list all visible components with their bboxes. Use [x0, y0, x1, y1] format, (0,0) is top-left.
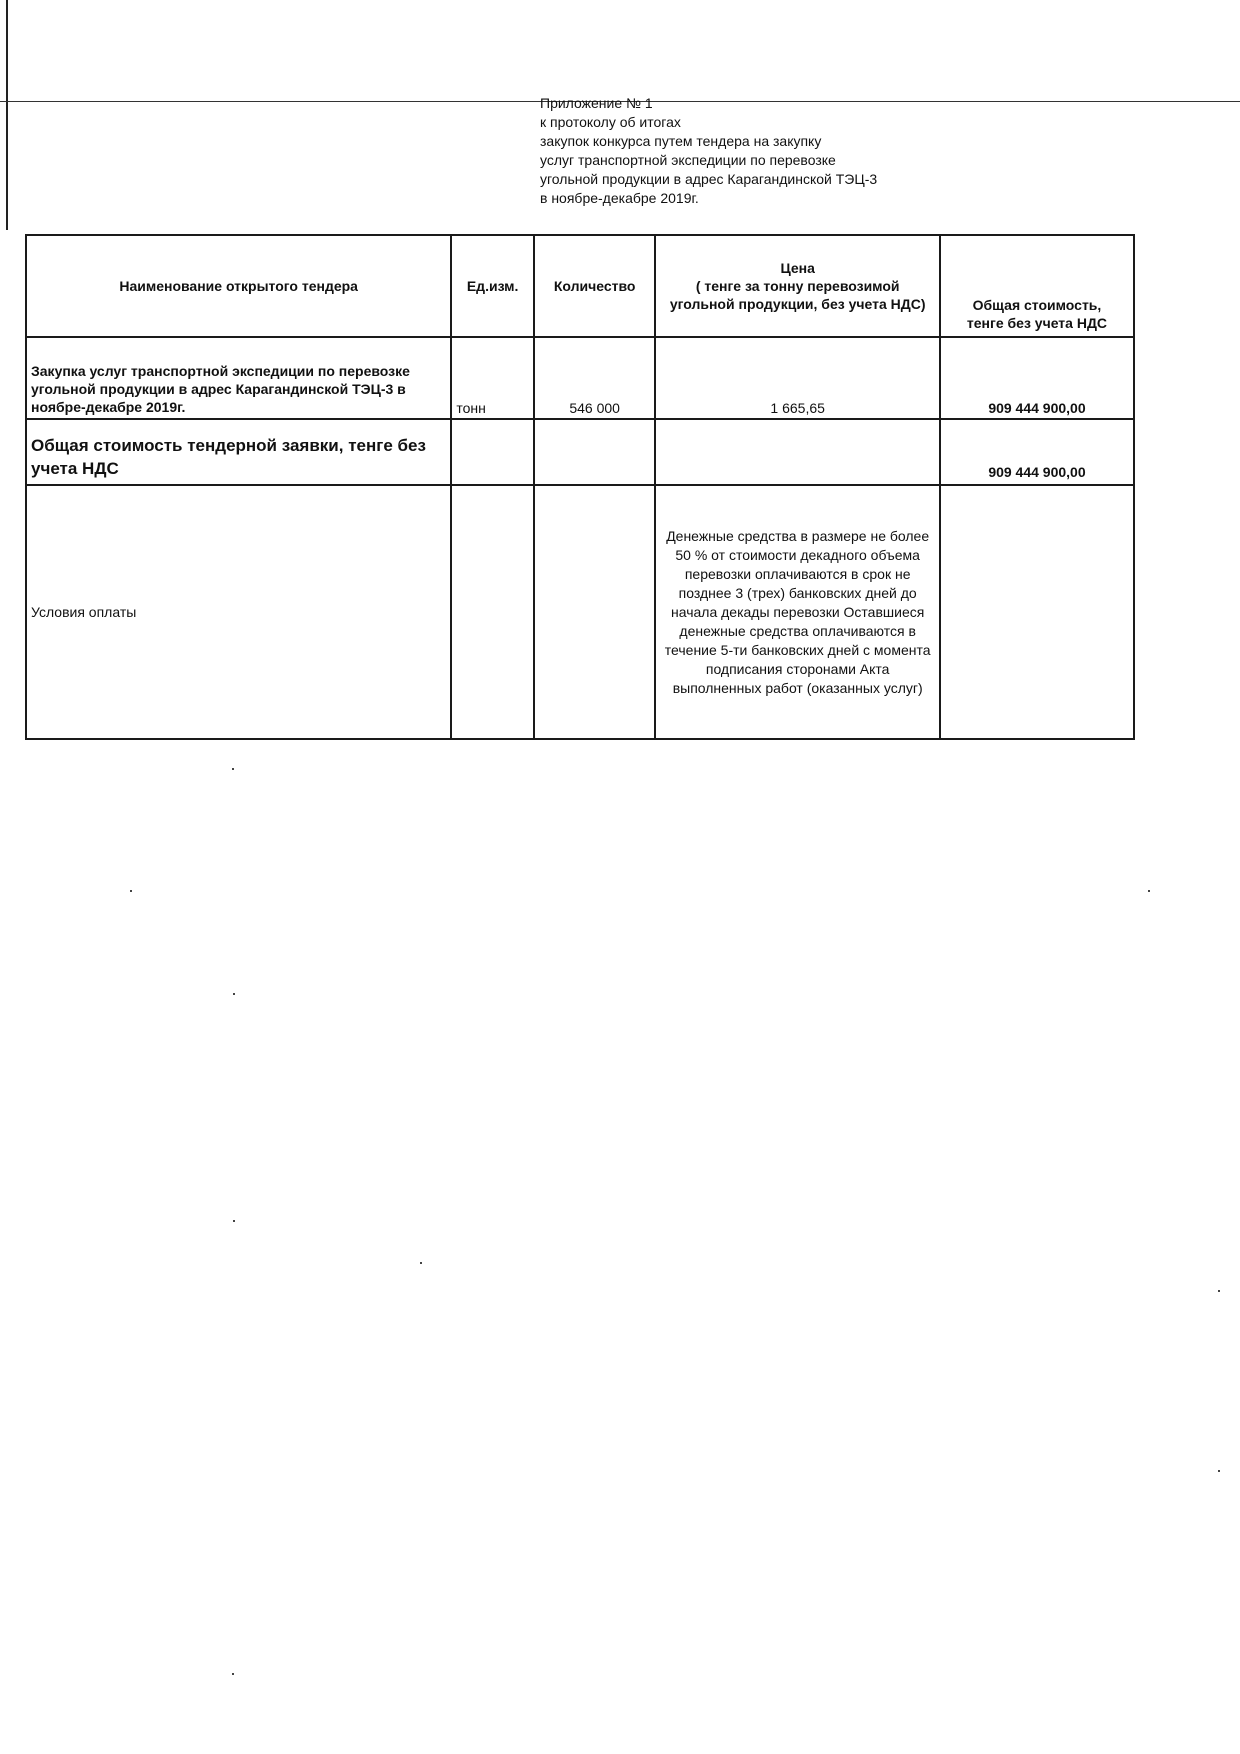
scan-speck	[233, 1220, 235, 1222]
scan-speck	[232, 768, 234, 770]
item-name-cell: Закупка услуг транспортной экспедиции по перевозке угольной продукции в адрес Карагандинской ТЭЦ-3 в ноябре-декабре 2019г.	[26, 337, 451, 419]
payment-empty-total	[940, 485, 1134, 739]
scan-speck	[1218, 1290, 1220, 1292]
summary-label-cell: Общая стоимость тендерной заявки, тенге без учета НДС	[26, 419, 451, 485]
summary-total-cell: 909 444 900,00	[940, 419, 1134, 485]
appendix-heading	[540, 94, 960, 208]
header-price-sub1: ( тенге за тонну перевозимой	[695, 278, 900, 294]
tender-table	[25, 234, 1135, 740]
header-tender-name: Наименование открытого тендера	[26, 235, 451, 337]
appendix-line-2: к протоколу об итогах	[540, 114, 681, 130]
header-quantity: Количество	[534, 235, 655, 337]
payment-label-cell: Условия оплаты	[26, 485, 451, 739]
table-row-item	[26, 337, 1134, 419]
scan-speck	[1148, 890, 1150, 892]
scan-speck	[233, 993, 235, 995]
payment-empty-unit	[451, 485, 534, 739]
header-price-title: Цена	[780, 260, 815, 276]
table-row-summary	[26, 419, 1134, 485]
table-header-row	[26, 235, 1134, 337]
item-price-cell: 1 665,65	[655, 337, 940, 419]
appendix-line-3: закупок конкурса путем тендера на закупку	[540, 133, 822, 149]
summary-empty-unit	[451, 419, 534, 485]
item-unit-cell: тонн	[451, 337, 534, 419]
payment-terms-cell: Денежные средства в размере не более 50 % от стоимости декадного объема перевозки оплачиваются в срок не позднее 3 (трех) банковских дней до начала декады перевозки Оставшиеся денежные средства оплачиваются в течение 5-ти банковских дней с момента подписания сторонами Акта выполненных работ (оказанных услуг)	[655, 485, 940, 739]
appendix-line-5: угольной продукции в адрес Карагандинской ТЭЦ-3	[540, 171, 878, 187]
scan-speck	[130, 890, 132, 892]
item-quantity-cell: 546 000	[534, 337, 655, 419]
table-row-payment	[26, 485, 1134, 739]
scan-speck	[1218, 1470, 1220, 1472]
payment-empty-quantity	[534, 485, 655, 739]
header-total-line2: тенге без учета НДС	[966, 315, 1108, 331]
appendix-line-6: в ноябре-декабре 2019г.	[540, 190, 699, 206]
scan-edge-left	[6, 0, 8, 230]
scan-speck	[420, 1262, 422, 1264]
header-total	[940, 235, 1134, 337]
summary-empty-price	[655, 419, 940, 485]
header-price-sub2: угольной продукции, без учета НДС)	[669, 296, 926, 312]
header-unit: Ед.изм.	[451, 235, 534, 337]
header-price	[655, 235, 940, 337]
item-total-cell: 909 444 900,00	[940, 337, 1134, 419]
header-total-line1: Общая стоимость,	[972, 297, 1102, 313]
scan-speck	[232, 1673, 234, 1675]
appendix-line-1: Приложение № 1	[540, 95, 653, 111]
appendix-line-4: услуг транспортной экспедиции по перевозке	[540, 152, 836, 168]
summary-empty-quantity	[534, 419, 655, 485]
